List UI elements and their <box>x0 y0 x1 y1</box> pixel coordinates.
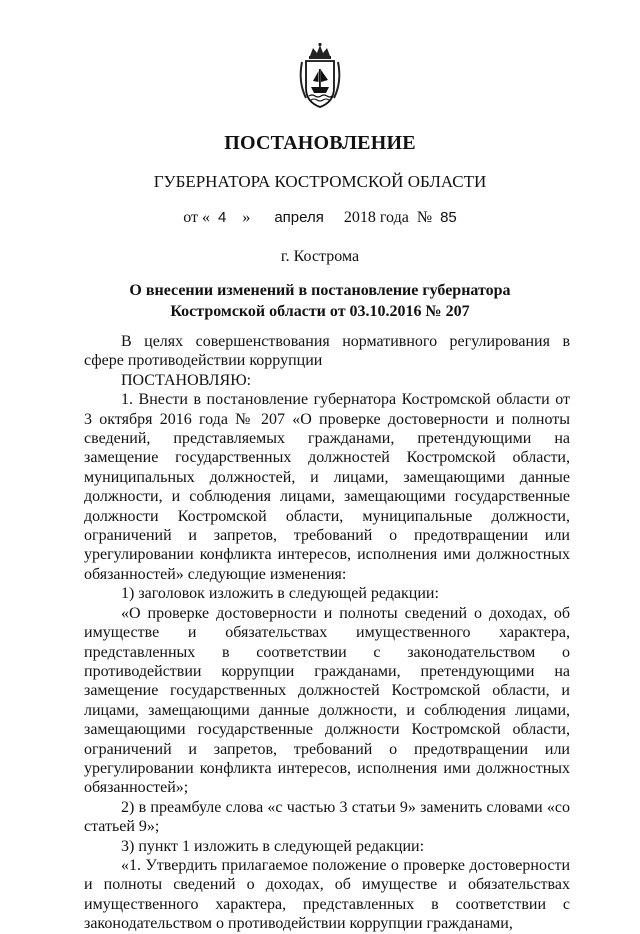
subitem-2-paragraph: 2) в преамбуле слова «с частью 3 статьи 9» заменить словами «со статьей 9»; <box>84 798 570 836</box>
coat-of-arms-emblem <box>296 42 344 110</box>
document-type-title: ПОСТАНОВЛЕНИЕ <box>224 132 416 154</box>
number-sign: № <box>416 209 433 226</box>
issuing-authority: ГУБЕРНАТОРА КОСТРОМСКОЙ ОБЛАСТИ <box>153 172 487 191</box>
heading-line-1: О внесении изменений в постановление губернатора <box>129 282 511 299</box>
date-day: 4 <box>218 209 227 226</box>
subitem-3-text-paragraph: «1. Утвердить прилагаемое положение о проверке достоверности и полноты сведений о доходах, об имуществе и обязательствах имущественного характера, представленных в соответствии с законодательством о противодействии коррупции гражданами, <box>84 856 570 933</box>
date-year: 2018 года <box>343 209 409 226</box>
subitem-1-text-paragraph: «О проверке достоверности и полноты сведений о доходах, об имуществе и обязательствах имущественного характера, представленных в соответствии с законодательством о противодействии коррупции гражданами, претендующими на замещение государственных должностей Костромской области, и лицами, замещающими данные должности, и соблюдения лицами, замещающими государственные должности Костромской области, ограничений и запретов, требований о предотвращении или урегулировании конфликта интересов, исполнения ими должностных обязанностей»; <box>84 604 570 797</box>
date-month: апреля <box>274 209 324 226</box>
document-heading <box>0 280 640 322</box>
document-number: 85 <box>440 209 457 226</box>
subitem-3-paragraph: 3) пункт 1 изложить в следующей редакции: <box>121 837 425 855</box>
item-1-paragraph: 1. Внести в постановление губернатора Костромской области от 3 октября 2016 года № 207 «О проверке достоверности и полноты сведений, представляемых гражданами, претендующими на замещение государственных должностей Костромской области, муниципальных должностей, и лицами, замещающими данные должности, и соблюдения лицами, замещающими государственные должности Костромской области, муниципальные должности, ограничений и запретов, требований о предотвращении или урегулировании конфликта интересов, исполнения ими должностных обязанностей» следующие изменения: <box>84 391 570 583</box>
date-quote-close: » <box>242 209 251 226</box>
document-body <box>84 332 570 934</box>
resolve-paragraph: ПОСТАНОВЛЯЮ: <box>121 371 252 389</box>
heading-line-2: Костромской области от 03.10.2016 № 207 <box>170 303 470 320</box>
subitem-1-paragraph: 1) заголовок изложить в следующей редакции: <box>121 585 439 603</box>
date-prefix: от « <box>183 209 210 226</box>
document-date-line <box>0 209 640 227</box>
preamble-paragraph: В целях совершенствования нормативного регулирования в сфере противодействии коррупции <box>84 333 570 370</box>
city-line: г. Кострома <box>280 248 360 265</box>
